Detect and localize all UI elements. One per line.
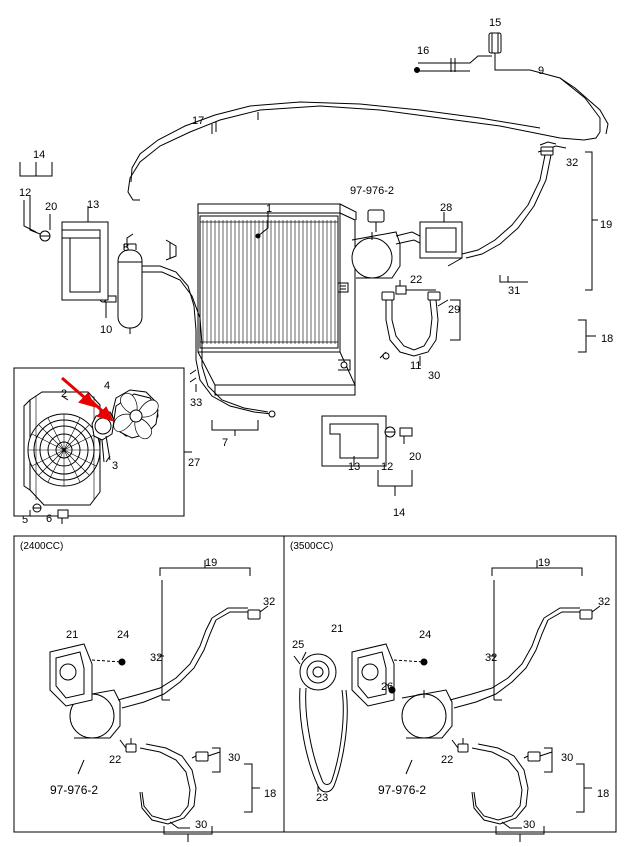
- callout-15: 15: [489, 17, 502, 29]
- callout-18-top: 18: [601, 333, 614, 345]
- callout-1: 1: [266, 203, 273, 215]
- callout-28: 28: [440, 202, 453, 214]
- callout-5: 5: [22, 514, 29, 526]
- callout-27: 27: [188, 457, 201, 469]
- callout-12-right: 12: [381, 461, 394, 473]
- callout-3: 3: [112, 460, 119, 472]
- callout-22-panel2400: 22: [109, 754, 122, 766]
- callout-32-top: 32: [566, 157, 579, 169]
- callout-32-panel3500-top: 32: [598, 596, 611, 608]
- callout-2: 2: [61, 388, 68, 400]
- callout-30-panel2400-bottom: 30: [195, 819, 208, 831]
- callout-7: 7: [222, 437, 229, 449]
- callout-97-976-2-top: 97-976-2: [350, 185, 395, 197]
- callout-19-panel2400: 19: [205, 557, 218, 569]
- panel-label-2400: (2400CC): [20, 541, 64, 552]
- callout-9: 9: [538, 65, 545, 77]
- callout-19-panel3500: 19: [538, 557, 551, 569]
- callout-22-top: 22: [410, 274, 423, 286]
- callout-22-panel3500: 22: [441, 754, 454, 766]
- panel-label-3500: (3500CC): [290, 541, 334, 552]
- callout-30-top: 30: [428, 370, 441, 382]
- callout-19-top: 19: [600, 219, 613, 231]
- callout-14-right: 14: [393, 507, 406, 519]
- callout-11: 11: [410, 360, 422, 372]
- callout-97-976-2-panel2400: 97-976-2: [50, 783, 99, 797]
- callout-30-panel2400-right: 30: [228, 752, 241, 764]
- callout-8: 8: [123, 242, 130, 254]
- callout-6: 6: [46, 513, 53, 525]
- callout-4: 4: [104, 380, 111, 392]
- callout-25: 25: [292, 639, 305, 651]
- callout-32-panel2400-mid: 32: [150, 652, 163, 664]
- callout-33: 33: [190, 397, 203, 409]
- callout-29: 29: [448, 304, 461, 316]
- callout-97-976-2-panel3500: 97-976-2: [378, 783, 427, 797]
- callout-14-left: 14: [33, 149, 46, 161]
- callout-13-right: 13: [348, 461, 361, 473]
- callout-30-panel3500-bottom: 30: [523, 819, 536, 831]
- callout-32-panel3500-mid: 32: [485, 652, 498, 664]
- callout-18-panel2400: 18: [264, 788, 277, 800]
- callout-26: 26: [381, 681, 394, 693]
- callout-21-panel2400: 21: [66, 629, 79, 641]
- callout-16: 16: [417, 45, 430, 57]
- callout-17: 17: [192, 115, 205, 127]
- callout-18-panel3500: 18: [597, 788, 610, 800]
- callout-24-panel2400: 24: [117, 629, 130, 641]
- callout-21-panel3500: 21: [331, 623, 344, 635]
- callout-32-panel2400-top: 32: [263, 596, 276, 608]
- callout-31: 31: [508, 285, 521, 297]
- callout-23: 23: [316, 792, 329, 804]
- callout-20-right: 20: [409, 451, 422, 463]
- callout-13-left: 13: [87, 199, 100, 211]
- callout-30-panel3500-right: 30: [561, 752, 574, 764]
- callout-24-panel3500: 24: [419, 629, 432, 641]
- callout-12-left: 12: [19, 187, 32, 199]
- callout-20-left: 20: [45, 201, 58, 213]
- callout-10: 10: [100, 324, 113, 336]
